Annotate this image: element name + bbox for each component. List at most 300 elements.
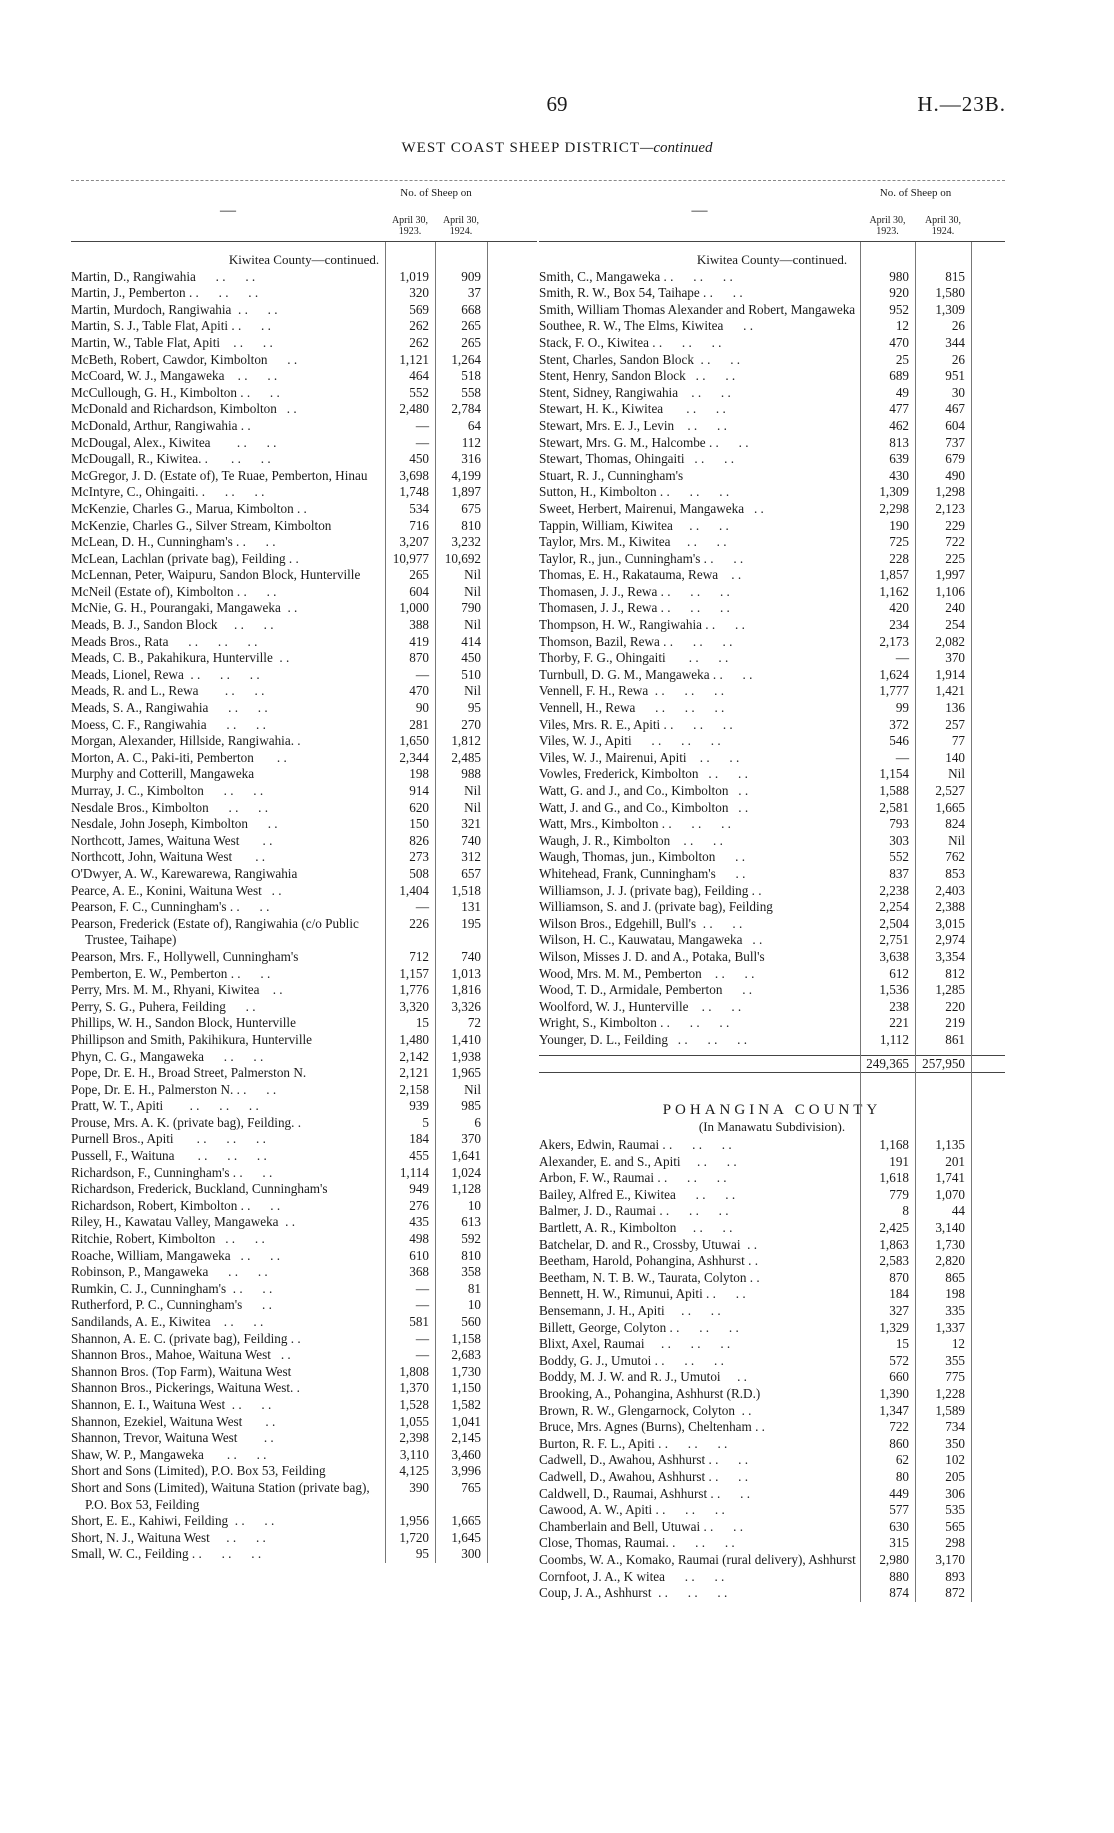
sheep-1924: 2,485 bbox=[451, 749, 481, 765]
table-row bbox=[539, 1320, 1005, 1337]
sheep-1924: 1,582 bbox=[451, 1396, 481, 1412]
sheep-1924: 810 bbox=[461, 517, 481, 533]
sheep-1923: 1,162 bbox=[879, 583, 909, 599]
sheep-1923: 2,980 bbox=[879, 1551, 909, 1567]
sheep-1924: 988 bbox=[461, 766, 481, 782]
table-row bbox=[539, 468, 1005, 485]
sheep-1923: 2,504 bbox=[879, 915, 909, 931]
sheep-1924: 64 bbox=[467, 417, 481, 433]
sheep-1923: 462 bbox=[889, 417, 909, 433]
sheep-1924: 657 bbox=[461, 865, 481, 881]
owner-name: Viles, Mrs. R. E., Apiti . . . . . . bbox=[539, 716, 733, 732]
sheep-1924: Nil bbox=[464, 617, 481, 633]
sheep-1923: 1,157 bbox=[399, 965, 429, 981]
sheep-1924: 335 bbox=[945, 1303, 965, 1319]
section-title-continued: —continued bbox=[640, 140, 713, 156]
owner-name: Martin, Murdoch, Rangiwahia . . . . bbox=[71, 301, 278, 317]
owner-name: Rutherford, P. C., Cunningham's . . bbox=[71, 1297, 272, 1313]
sheep-1924: 1,730 bbox=[935, 1236, 965, 1252]
owner-name: Stuart, R. J., Cunningham's bbox=[539, 467, 684, 483]
table-row bbox=[71, 766, 537, 783]
table-row bbox=[71, 418, 537, 435]
sheep-1923: 837 bbox=[889, 865, 909, 881]
owner-name: McDougall, R., Kiwitea. . . . . . bbox=[71, 451, 271, 467]
sheep-1923: 660 bbox=[889, 1369, 909, 1385]
sheep-1924: 737 bbox=[945, 434, 965, 450]
owner-name: Shannon Bros. (Top Farm), Waituna West bbox=[71, 1363, 292, 1379]
owner-name: Roache, William, Mangaweka . . . . bbox=[71, 1247, 281, 1263]
owner-name: Short and Sons (Limited), P.O. Box 53, Feilding bbox=[71, 1463, 326, 1479]
sheep-1923: 630 bbox=[889, 1518, 909, 1534]
table-row bbox=[71, 700, 537, 717]
table-row bbox=[71, 1131, 537, 1148]
right-column bbox=[539, 180, 1005, 1602]
sheep-1924: 321 bbox=[461, 816, 481, 832]
table-row bbox=[71, 1214, 537, 1231]
table-row bbox=[539, 368, 1005, 385]
sheep-1923: 1,112 bbox=[879, 1031, 909, 1047]
owner-name: Cadwell, D., Awahou, Ashhurst . . . . bbox=[539, 1452, 749, 1468]
owner-name: Williamson, S. and J. (private bag), Feilding bbox=[539, 899, 773, 915]
sheep-1924: 450 bbox=[461, 650, 481, 666]
owner-name: Sweet, Herbert, Mairenui, Mangaweka . . bbox=[539, 500, 764, 516]
sheep-1923: 1,536 bbox=[879, 982, 909, 998]
table-row bbox=[539, 899, 1005, 916]
table-row bbox=[539, 1154, 1005, 1171]
sheep-1924: 1,997 bbox=[935, 567, 965, 583]
table-row bbox=[539, 352, 1005, 369]
sheep-1924: 1,641 bbox=[451, 1148, 481, 1164]
sheep-1924: 102 bbox=[945, 1452, 965, 1468]
sheep-1923: 2,425 bbox=[879, 1220, 909, 1236]
table-row bbox=[71, 484, 537, 501]
owner-name: Watt, G. and J., and Co., Kimbolton . . bbox=[539, 783, 749, 798]
owner-name: Purnell Bros., Apiti . . . . . . bbox=[71, 1131, 266, 1147]
sheep-1924: 205 bbox=[945, 1468, 965, 1484]
sheep-1923: 276 bbox=[409, 1197, 429, 1213]
sheep-1923: 221 bbox=[889, 1015, 909, 1031]
owner-name: Sutton, H., Kimbolton . . . . . . bbox=[539, 484, 730, 500]
sheep-1923: 470 bbox=[889, 334, 909, 350]
sheep-1924: 1,518 bbox=[451, 882, 481, 898]
table-row bbox=[71, 1447, 537, 1464]
owner-name: Taylor, Mrs. M., Kiwitea . . . . bbox=[539, 534, 727, 550]
owner-name: Southee, R. W., The Elms, Kiwitea . . bbox=[539, 318, 754, 334]
owner-name: Thomasen, J. J., Rewa . . . . . . bbox=[539, 583, 730, 599]
sheep-1923: 1,650 bbox=[399, 733, 429, 749]
sheep-1924: 1,665 bbox=[935, 799, 965, 815]
sheep-1924: 3,232 bbox=[451, 534, 481, 550]
table-row bbox=[539, 634, 1005, 651]
sheep-1923: 25 bbox=[895, 351, 909, 367]
owner-name: Billett, George, Colyton . . . . . . bbox=[539, 1319, 739, 1335]
table-row bbox=[539, 401, 1005, 418]
owner-name: Wilson Bros., Edgehill, Bull's . . . . bbox=[539, 915, 743, 931]
owner-name: Wood, T. D., Armidale, Pemberton . . bbox=[539, 982, 753, 998]
sheep-1924: 4,199 bbox=[451, 467, 481, 483]
sheep-1924: 1,410 bbox=[451, 1031, 481, 1047]
sheep-1924: 3,354 bbox=[935, 948, 965, 964]
sheep-1924: 565 bbox=[945, 1518, 965, 1534]
owner-name: Northcott, John, Waituna West . . bbox=[71, 849, 266, 865]
owner-name: Thompson, H. W., Rangiwahia . . . . bbox=[539, 617, 745, 633]
sheep-1923: 572 bbox=[889, 1352, 909, 1368]
sheep-1923: 610 bbox=[409, 1247, 429, 1263]
sheep-1923: 1,329 bbox=[879, 1319, 909, 1335]
owner-name: Shaw, W. P., Mangaweka . . . . bbox=[71, 1446, 267, 1462]
sheep-1923: 419 bbox=[409, 633, 429, 649]
pohangina-rows bbox=[539, 1137, 1005, 1602]
sheep-1924: 81 bbox=[467, 1280, 481, 1296]
sheep-1923: 2,480 bbox=[399, 401, 429, 417]
table-row bbox=[71, 1115, 537, 1132]
table-row bbox=[71, 1463, 537, 1480]
sheep-1923: 477 bbox=[889, 401, 909, 417]
sheep-1924: 44 bbox=[951, 1203, 965, 1219]
table-row bbox=[71, 683, 537, 700]
owner-name: Boddy, M. J. W. and R. J., Umutoi . . bbox=[539, 1369, 747, 1385]
table-row bbox=[539, 335, 1005, 352]
sheep-1924: 872 bbox=[945, 1585, 965, 1601]
owner-name: Caldwell, D., Raumai, Ashhurst . . . . bbox=[539, 1485, 750, 1501]
owner-name: McIntyre, C., Ohingaiti. . . . . . bbox=[71, 484, 265, 500]
sheep-1923: 273 bbox=[409, 849, 429, 865]
sheep-1923: 2,581 bbox=[879, 799, 909, 815]
owner-name: Rumkin, C. J., Cunningham's . . . . bbox=[71, 1280, 273, 1296]
sheep-1923: 1,480 bbox=[399, 1031, 429, 1047]
owner-name: Short, N. J., Waituna West . . . . bbox=[71, 1529, 266, 1545]
owner-name: McLean, Lachlan (private bag), Feilding . . bbox=[71, 550, 299, 566]
sheep-1923: — bbox=[415, 1347, 429, 1363]
owner-name: Robinson, P., Mangaweka . . . . bbox=[71, 1264, 268, 1280]
sheep-1923: 725 bbox=[889, 534, 909, 550]
sheep-1924: 762 bbox=[945, 849, 965, 865]
sheep-1923: 1,863 bbox=[879, 1236, 909, 1252]
table-row bbox=[539, 999, 1005, 1016]
sheep-1923: 2,121 bbox=[399, 1065, 429, 1081]
table-row bbox=[539, 1552, 1005, 1569]
table-row bbox=[539, 1419, 1005, 1436]
owner-name: Meads, Lionel, Rewa . . . . . . bbox=[71, 666, 260, 682]
table-row bbox=[539, 551, 1005, 568]
document-reference: H.—23B. bbox=[917, 92, 1006, 116]
sheep-1923: 1,000 bbox=[399, 600, 429, 616]
sheep-1923: 80 bbox=[895, 1468, 909, 1484]
owner-name: Small, W. C., Feilding . . . . . . bbox=[71, 1546, 262, 1562]
table-row bbox=[71, 1198, 537, 1215]
sheep-1924: 136 bbox=[945, 700, 965, 716]
sheep-1923: 577 bbox=[889, 1502, 909, 1518]
sheep-1924: 2,820 bbox=[935, 1253, 965, 1269]
sheep-1924: 775 bbox=[945, 1369, 965, 1385]
owner-name: Martin, W., Table Flat, Apiti . . . . bbox=[71, 334, 273, 350]
sheep-1924: 131 bbox=[461, 899, 481, 915]
sheep-1924: 77 bbox=[951, 733, 965, 749]
sheep-1924: 861 bbox=[945, 1031, 965, 1047]
table-row bbox=[539, 1436, 1005, 1453]
table-row bbox=[71, 750, 537, 767]
owner-name: Bruce, Mrs. Agnes (Burns), Cheltenham . . bbox=[539, 1419, 765, 1435]
table-row bbox=[539, 1403, 1005, 1420]
owner-name: Beetham, N. T. B. W., Taurata, Colyton . . bbox=[539, 1269, 760, 1285]
owner-name: Richardson, F., Cunningham's . . . . bbox=[71, 1164, 273, 1180]
sheep-1924: 3,015 bbox=[935, 915, 965, 931]
sheep-1924: 1,665 bbox=[451, 1513, 481, 1529]
table-row bbox=[71, 1314, 537, 1331]
table-row bbox=[71, 551, 537, 568]
sheep-1924: 1,812 bbox=[451, 733, 481, 749]
table-row bbox=[71, 1430, 537, 1447]
table-row bbox=[71, 866, 537, 883]
sheep-1923: 813 bbox=[889, 434, 909, 450]
county-caption: Kiwitea County—continued. bbox=[696, 252, 848, 267]
table-row bbox=[539, 1237, 1005, 1254]
sheep-1924: Nil bbox=[464, 567, 481, 583]
owner-name: Balmer, J. D., Raumai . . . . . . bbox=[539, 1203, 729, 1219]
sheep-1924: 1,897 bbox=[451, 484, 481, 500]
sheep-1923: 238 bbox=[889, 998, 909, 1014]
table-row bbox=[539, 1220, 1005, 1237]
owner-name: McDonald, Arthur, Rangiwahia . . bbox=[71, 417, 251, 433]
sheep-1923: 1,168 bbox=[879, 1137, 909, 1153]
sheep-1924: 1,421 bbox=[935, 683, 965, 699]
table-row bbox=[539, 1569, 1005, 1586]
table-row bbox=[71, 966, 537, 983]
sheep-1923: 546 bbox=[889, 733, 909, 749]
sheep-1924: 1,128 bbox=[451, 1181, 481, 1197]
sheep-1924: 1,013 bbox=[451, 965, 481, 981]
page-number: 69 bbox=[546, 92, 568, 116]
owner-name: Shannon, E. I., Waituna West . . . . bbox=[71, 1396, 272, 1412]
table-row bbox=[539, 650, 1005, 667]
sheep-1924: 300 bbox=[461, 1546, 481, 1562]
sheep-1924: 344 bbox=[945, 334, 965, 350]
table-row bbox=[539, 1170, 1005, 1187]
sheep-1924: 201 bbox=[945, 1153, 965, 1169]
owner-name: Tappin, William, Kiwitea . . . . bbox=[539, 517, 729, 533]
sheep-1924: 815 bbox=[945, 268, 965, 284]
header-group-label: No. of Sheep on bbox=[400, 187, 472, 199]
table-row bbox=[71, 285, 537, 302]
sheep-1923: 870 bbox=[409, 650, 429, 666]
sheep-1923: 1,390 bbox=[879, 1386, 909, 1401]
header-dash: — bbox=[220, 202, 236, 219]
table-row bbox=[71, 1148, 537, 1165]
sheep-1924: 26 bbox=[951, 318, 965, 334]
sheep-1923: 228 bbox=[889, 550, 909, 566]
header-col-1924: April 30, 1924. bbox=[924, 215, 962, 237]
table-row bbox=[539, 435, 1005, 452]
table-row bbox=[71, 650, 537, 667]
sheep-1924: 2,123 bbox=[935, 500, 965, 516]
owner-name: Smith, C., Mangaweka . . . . . . bbox=[539, 268, 733, 284]
sheep-1924: 490 bbox=[945, 467, 965, 483]
sheep-1923: — bbox=[415, 1280, 429, 1296]
owner-name: Viles, W. J., Mairenui, Apiti . . . . bbox=[539, 749, 740, 765]
owner-name: McNie, G. H., Pourangaki, Mangaweka . . bbox=[71, 600, 298, 616]
owner-name: Smith, William Thomas Alexander and Robert, Mangaweka bbox=[539, 301, 856, 317]
sheep-1924: 2,527 bbox=[935, 783, 965, 798]
sheep-1923: — bbox=[415, 1330, 429, 1346]
table-row bbox=[539, 883, 1005, 900]
sheep-1924: 865 bbox=[945, 1269, 965, 1285]
sheep-1923: 281 bbox=[409, 716, 429, 732]
owner-name: Burton, R. F. L., Apiti . . . . . . bbox=[539, 1435, 728, 1451]
sheep-1923: 265 bbox=[409, 567, 429, 583]
owner-name: Pratt, W. T., Apiti . . . . . . bbox=[71, 1098, 259, 1114]
table-row bbox=[71, 999, 537, 1016]
sheep-1923: 262 bbox=[409, 334, 429, 350]
owner-name: Richardson, Robert, Kimbolton . . . . bbox=[71, 1197, 281, 1213]
sheep-1924: 1,938 bbox=[451, 1048, 481, 1064]
sheep-1924: 1,730 bbox=[451, 1363, 481, 1379]
table-row bbox=[71, 949, 537, 966]
owner-name: Viles, W. J., Apiti . . . . . . bbox=[539, 733, 721, 749]
table-row bbox=[71, 1380, 537, 1397]
table-row bbox=[539, 1253, 1005, 1270]
table-row bbox=[71, 899, 537, 916]
sheep-1923: — bbox=[415, 434, 429, 450]
sheep-1924: 604 bbox=[945, 417, 965, 433]
sheep-1924: 298 bbox=[945, 1535, 965, 1551]
sheep-1924: 824 bbox=[945, 816, 965, 832]
county-total-row bbox=[539, 1055, 1005, 1074]
sheep-1924: 740 bbox=[461, 832, 481, 848]
sheep-1924: 3,996 bbox=[451, 1463, 481, 1479]
table-row bbox=[71, 302, 537, 319]
table-row bbox=[71, 1165, 537, 1182]
owner-name: McDougal, Alex., Kiwitea . . . . bbox=[71, 434, 277, 450]
owner-name: Perry, Mrs. M. M., Rhyani, Kiwitea . . bbox=[71, 982, 283, 998]
table-row bbox=[539, 1203, 1005, 1220]
owner-name: Brooking, A., Pohangina, Ashhurst (R.D.) bbox=[539, 1386, 761, 1401]
sheep-1924: 3,140 bbox=[935, 1220, 965, 1236]
sheep-1924: 510 bbox=[461, 666, 481, 682]
owner-name: Pearson, F. C., Cunningham's . . . . bbox=[71, 899, 270, 915]
sheep-1923: 1,857 bbox=[879, 567, 909, 583]
owner-name: McCullough, G. H., Kimbolton . . . . bbox=[71, 384, 280, 400]
sheep-1924: 37 bbox=[467, 285, 481, 301]
sheep-1923: 2,344 bbox=[399, 749, 429, 765]
owner-name: Morton, A. C., Paki-iti, Pemberton . . bbox=[71, 749, 287, 765]
sheep-1924: 1,106 bbox=[935, 583, 965, 599]
sheep-1923: 184 bbox=[889, 1286, 909, 1302]
owner-name: Pearce, A. E., Konini, Waituna West . . bbox=[71, 882, 282, 898]
sheep-1923: — bbox=[415, 899, 429, 915]
sheep-1924: 306 bbox=[945, 1485, 965, 1501]
sheep-1924: 370 bbox=[945, 650, 965, 666]
owner-name: Shannon Bros., Mahoe, Waituna West . . bbox=[71, 1347, 291, 1363]
header-col-1923: April 30, 1923. bbox=[391, 215, 429, 237]
sheep-1923: 2,238 bbox=[879, 882, 909, 898]
owner-name: Vennell, F. H., Rewa . . . . . . bbox=[539, 683, 725, 699]
sheep-1924: 1,309 bbox=[935, 301, 965, 317]
sheep-1924: 316 bbox=[461, 451, 481, 467]
table-row bbox=[71, 1480, 537, 1513]
sheep-1923: 3,698 bbox=[399, 467, 429, 483]
table-row bbox=[71, 600, 537, 617]
sheep-1923: 1,808 bbox=[399, 1363, 429, 1379]
owner-name: Meads, C. B., Pakahikura, Hunterville . . bbox=[71, 650, 290, 666]
owner-name: Morgan, Alexander, Hillside, Rangiwahia. . bbox=[71, 733, 301, 749]
sheep-1923: 388 bbox=[409, 617, 429, 633]
sheep-1924: 1,024 bbox=[451, 1164, 481, 1180]
sheep-1924: 1,264 bbox=[451, 351, 481, 367]
owner-name: Blixt, Axel, Raumai . . . . . . bbox=[539, 1336, 731, 1352]
sheep-1923: 430 bbox=[889, 467, 909, 483]
sheep-1923: 620 bbox=[409, 799, 429, 815]
sheep-1923: 793 bbox=[889, 816, 909, 832]
sheep-1924: 675 bbox=[461, 500, 481, 516]
table-row bbox=[71, 1065, 537, 1082]
left-rows bbox=[71, 269, 537, 1563]
sheep-1924: 72 bbox=[467, 1015, 481, 1031]
table-row bbox=[71, 518, 537, 535]
table-row bbox=[71, 733, 537, 750]
table-row bbox=[71, 1248, 537, 1265]
right-rows bbox=[539, 269, 1005, 1049]
table-row bbox=[71, 916, 537, 949]
sheep-1923: 639 bbox=[889, 451, 909, 467]
table-row bbox=[71, 435, 537, 452]
owner-name: McKenzie, Charles G., Silver Stream, Kimbolton bbox=[71, 517, 332, 533]
table-row bbox=[539, 1502, 1005, 1519]
sheep-1923: — bbox=[415, 1297, 429, 1313]
sheep-1923: 689 bbox=[889, 368, 909, 384]
owner-name: Williamson, J. J. (private bag), Feilding . . bbox=[539, 882, 762, 898]
owner-name: Bennett, H. W., Rimunui, Apiti . . . . bbox=[539, 1286, 746, 1302]
sheep-1923: 2,751 bbox=[879, 932, 909, 948]
sheep-1924: 1,135 bbox=[935, 1137, 965, 1153]
table-row bbox=[71, 401, 537, 418]
sheep-1923: 15 bbox=[895, 1336, 909, 1352]
sheep-1923: 712 bbox=[409, 948, 429, 964]
owner-name: Nesdale Bros., Kimbolton . . . . bbox=[71, 799, 269, 815]
owner-name: Waugh, Thomas, jun., Kimbolton . . bbox=[539, 849, 746, 865]
sheep-1923: 1,347 bbox=[879, 1402, 909, 1418]
owner-name: Cornfoot, J. A., K witea . . . . bbox=[539, 1568, 725, 1584]
owner-name: Brown, R. W., Glengarnock, Colyton . . bbox=[539, 1402, 752, 1418]
sheep-1924: 1,228 bbox=[935, 1386, 965, 1401]
owner-name: Stewart, H. K., Kiwitea . . . . bbox=[539, 401, 726, 417]
table-row bbox=[539, 849, 1005, 866]
sheep-1924: 358 bbox=[461, 1264, 481, 1280]
owner-name: Meads, B. J., Sandon Block . . . . bbox=[71, 617, 274, 633]
sheep-1923: 198 bbox=[409, 766, 429, 782]
sheep-1923: 150 bbox=[409, 816, 429, 832]
pohangina-county-title: POHANGINA COUNTY bbox=[662, 1102, 882, 1119]
sheep-1923: 949 bbox=[409, 1181, 429, 1197]
sheep-1923: 95 bbox=[415, 1546, 429, 1562]
table-row bbox=[539, 1386, 1005, 1403]
owner-name: Thorby, F. G., Ohingaiti . . . . bbox=[539, 650, 729, 666]
sheep-1923: 90 bbox=[415, 700, 429, 716]
sheep-1923: 498 bbox=[409, 1231, 429, 1247]
table-row bbox=[539, 700, 1005, 717]
owner-name: Alexander, E. and S., Apiti . . . . bbox=[539, 1153, 737, 1169]
table-row bbox=[539, 1585, 1005, 1602]
sheep-1924: 3,460 bbox=[451, 1446, 481, 1462]
sheep-1924: 1,150 bbox=[451, 1380, 481, 1396]
sheep-1923: 1,154 bbox=[879, 766, 909, 782]
owner-name: McGregor, J. D. (Estate of), Te Ruae, Pemberton, Hinau bbox=[71, 467, 368, 483]
sheep-1924: 254 bbox=[945, 617, 965, 633]
table-row bbox=[71, 534, 537, 551]
sheep-1923: 2,142 bbox=[399, 1048, 429, 1064]
sheep-1923: 3,207 bbox=[399, 534, 429, 550]
table-row bbox=[71, 335, 537, 352]
sheep-1924: Nil bbox=[948, 766, 965, 782]
